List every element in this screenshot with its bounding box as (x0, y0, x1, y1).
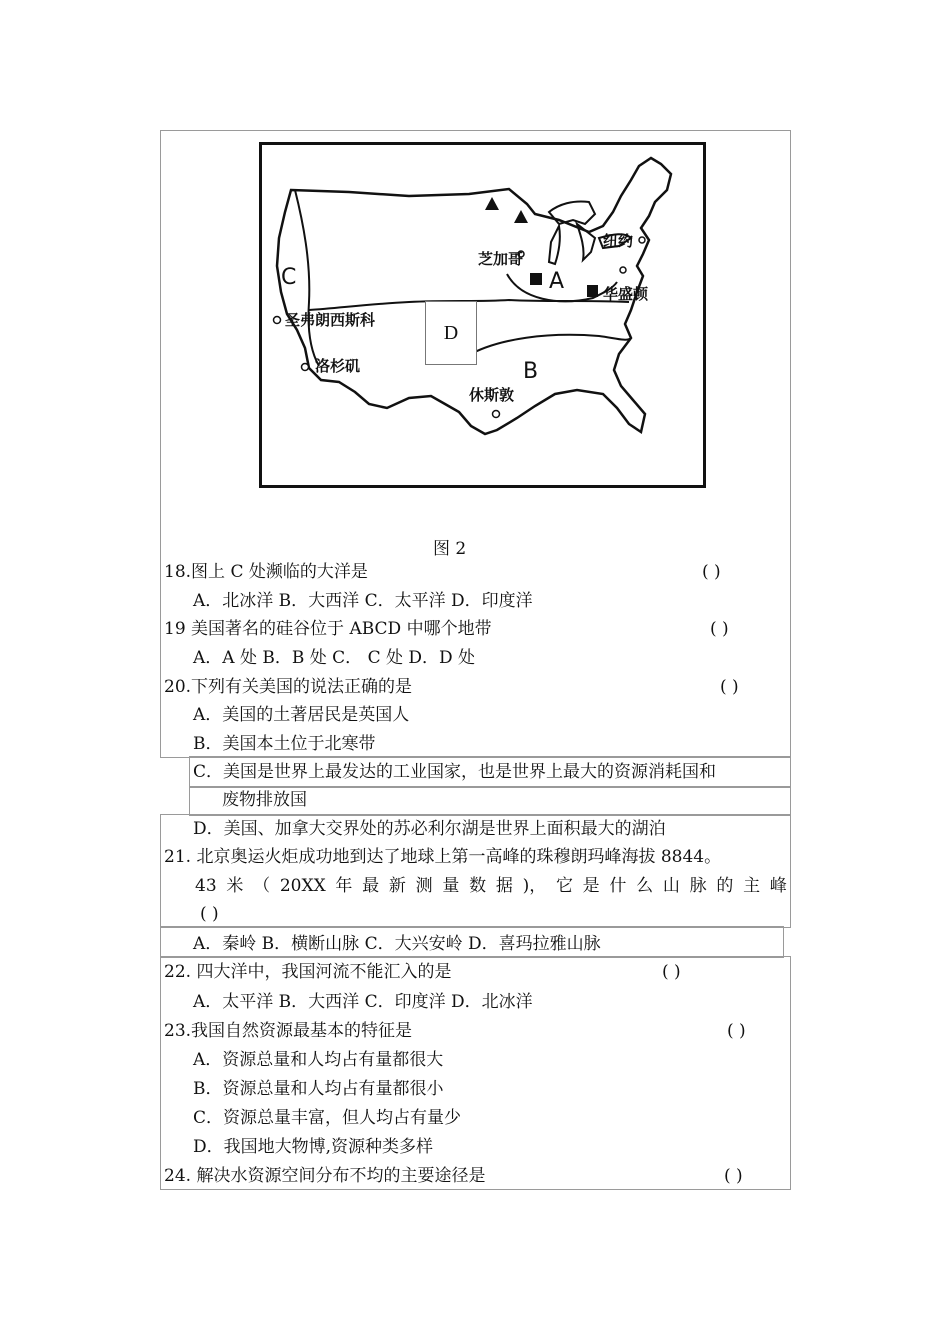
q21-word: 什 (609, 876, 627, 896)
city-losangeles: 洛杉矶 (315, 357, 361, 375)
q23-option-c: C．资源总量丰富，但人均占有量少 (193, 1108, 462, 1128)
q20-option-c-cont: 废物排放国 (222, 790, 307, 810)
q24-answer-blank[interactable]: ( ) (724, 1166, 743, 1186)
q19-answer-blank[interactable]: ( ) (710, 619, 729, 639)
q23-option-a: A．资源总量和人均占有量都很大 (193, 1050, 444, 1070)
usa-map (259, 142, 706, 488)
q21-word: 测 (415, 876, 433, 896)
city-houston: 休斯敦 (469, 386, 515, 404)
q22-options: A．太平洋 B．大西洋 C．印度洋 D．北冰洋 (193, 992, 533, 1012)
q21-word: )， (522, 876, 547, 896)
q19-options: A．A 处 B．B 处 C． C 处 D．D 处 (193, 648, 476, 668)
q21-word: 新 (388, 876, 406, 896)
q21-word: 最 (362, 876, 380, 896)
q21-word: 山 (662, 876, 680, 896)
q21-word: 它 (555, 876, 573, 896)
figure-caption: 图 2 (433, 539, 467, 559)
q21-word: 是 (582, 876, 600, 896)
q18-options: A．北冰洋 B．大西洋 C．太平洋 D．印度洋 (193, 591, 533, 611)
q21-answer-blank[interactable]: ( ) (200, 904, 219, 924)
q23-answer-blank[interactable]: ( ) (727, 1021, 746, 1041)
q21-word: 20XX (279, 876, 326, 896)
q20-option-a: A．美国的土著居民是英国人 (193, 705, 410, 725)
q20-option-d: D．美国、加拿大交界处的苏必利尔湖是世界上面积最大的湖泊 (193, 819, 666, 839)
region-d-label: D (425, 301, 477, 365)
region-b-label: B (523, 359, 539, 384)
region-c-label: C (281, 265, 297, 290)
q21-word: 米 (226, 876, 244, 896)
q21-word: 量 (442, 876, 460, 896)
city-sanfrancisco: 圣弗朗西斯科 (285, 311, 376, 329)
q22-answer-blank[interactable]: ( ) (662, 962, 681, 982)
q21-word: （ (253, 876, 271, 896)
q21-word: 主 (743, 876, 761, 896)
q19-stem: 19 美国著名的硅谷位于 ABCD 中哪个地带 (164, 619, 492, 639)
q21-word: 峰 (769, 876, 787, 896)
region-a-label: A (549, 269, 565, 294)
q21-stem-line2 (195, 875, 787, 897)
q18-answer-blank[interactable]: ( ) (702, 562, 721, 582)
city-washington: 华盛顿 (603, 285, 649, 303)
city-newyork: 纽约 (603, 232, 634, 250)
q21-word: 的 (716, 876, 734, 896)
q21-stem-line1: 21. 北京奥运火炬成功地到达了地球上第一高峰的珠穆朗玛峰海拔 8844。 (164, 847, 722, 867)
q24-stem: 24. 解决水资源空间分布不均的主要途径是 (164, 1166, 486, 1186)
q20-option-c: C．美国是世界上最发达的工业国家，也是世界上最大的资源消耗国和 (193, 762, 717, 782)
q20-answer-blank[interactable]: ( ) (720, 677, 739, 697)
q21-word: 年 (335, 876, 353, 896)
q21-word: 数 (469, 876, 487, 896)
q23-stem: 23.我国自然资源最基本的特征是 (164, 1021, 413, 1041)
q23-option-d: D．我国地大物博,资源种类多样 (193, 1137, 434, 1157)
city-chicago: 芝加哥 (478, 250, 524, 268)
q20-option-b: B．美国本土位于北寒带 (193, 734, 376, 754)
q21-word: 据 (495, 876, 513, 896)
q21-word: 么 (636, 876, 654, 896)
q23-option-b: B．资源总量和人均占有量都很小 (193, 1079, 444, 1099)
q21-word: 43 (195, 876, 217, 896)
q21-options: A．秦岭 B．横断山脉 C．大兴安岭 D．喜玛拉雅山脉 (193, 934, 601, 954)
q18-stem: 18.图上 C 处濒临的大洋是 (164, 562, 368, 582)
q21-word: 脉 (689, 876, 707, 896)
q22-stem: 22. 四大洋中，我国河流不能汇入的是 (164, 962, 452, 982)
q20-stem: 20.下列有关美国的说法正确的是 (164, 677, 413, 697)
